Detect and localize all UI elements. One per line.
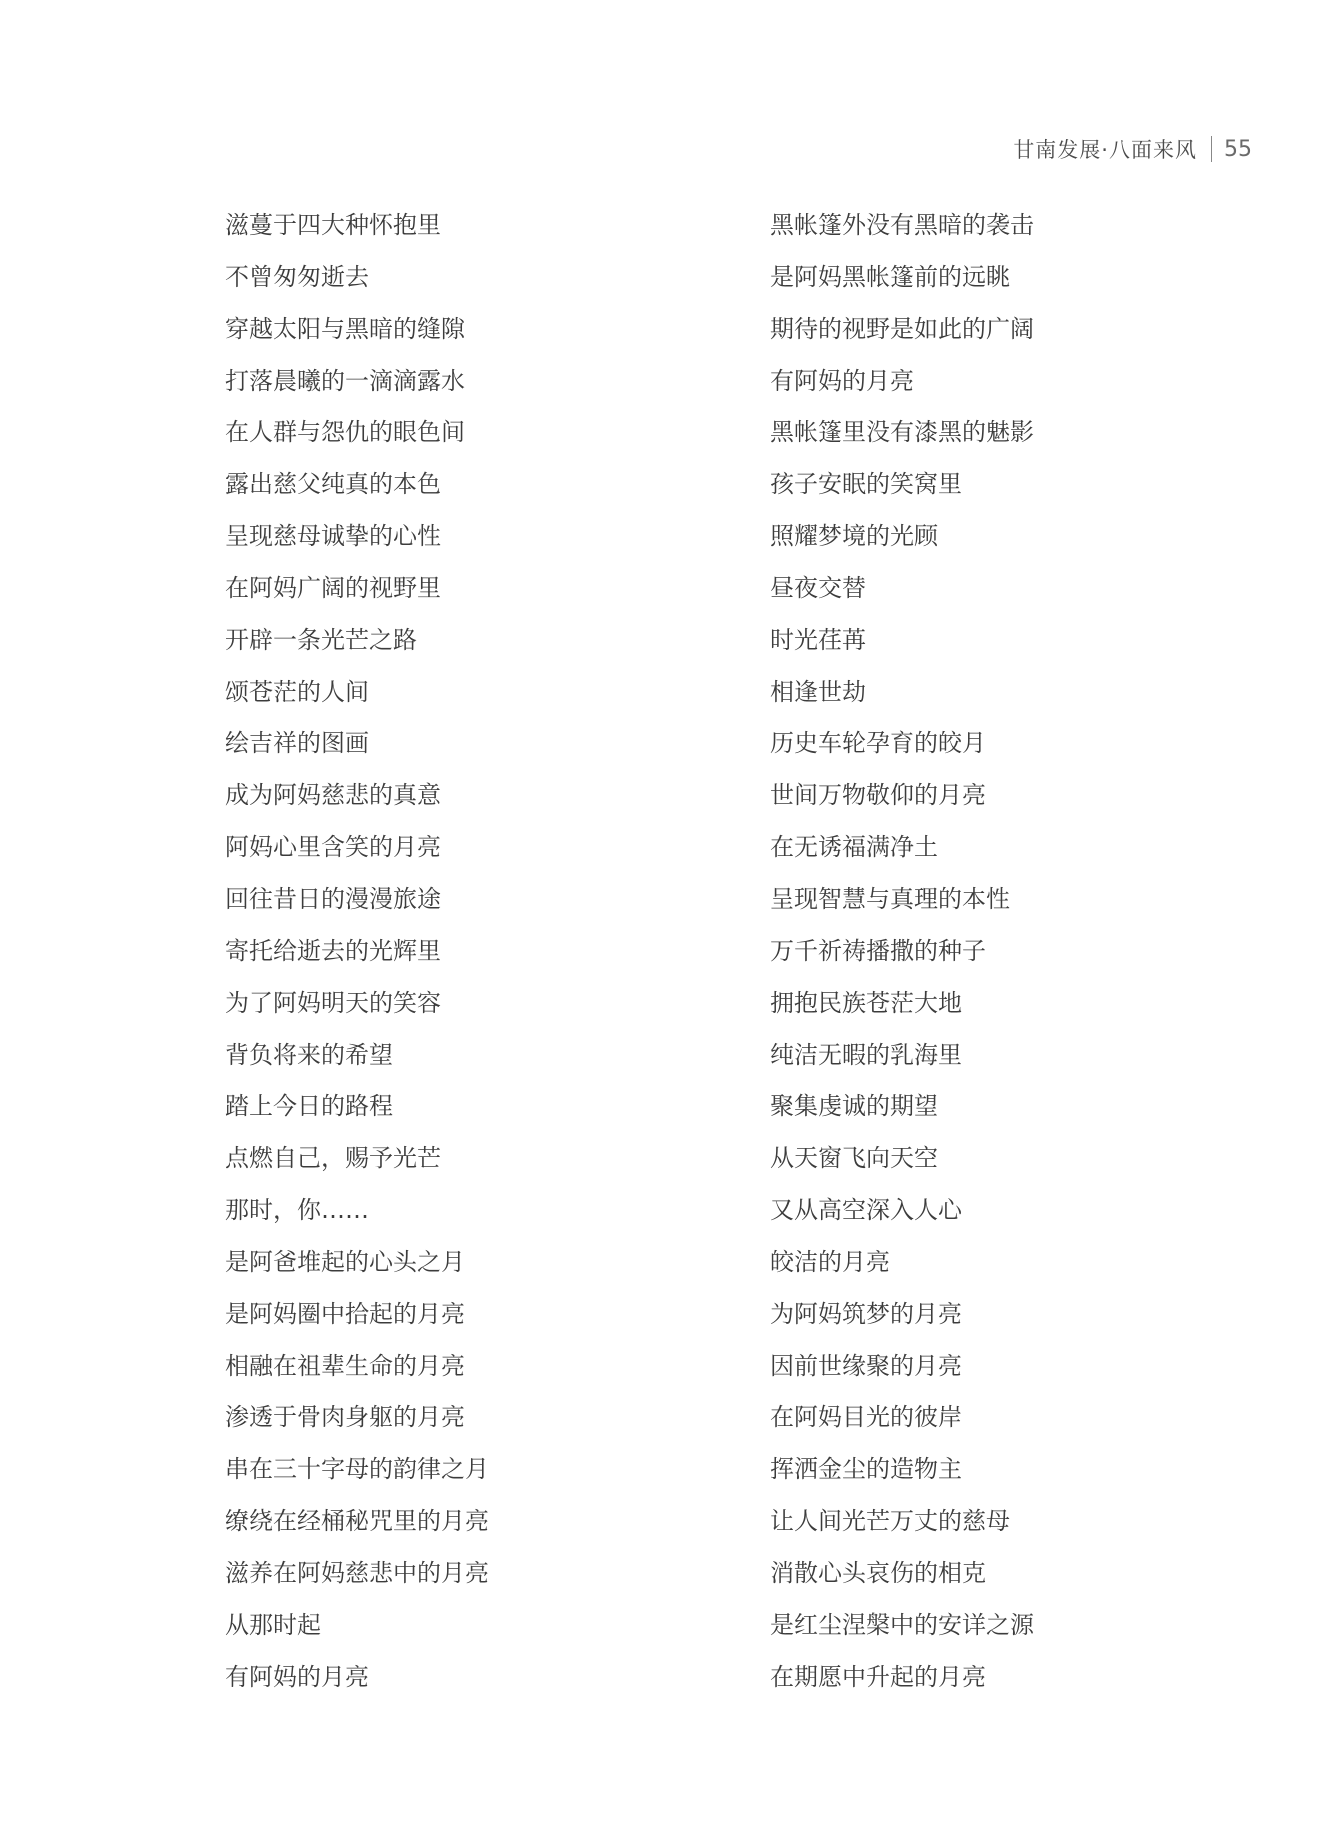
poem-line: 有阿妈的月亮 [225,1662,369,1691]
page-number: 55 [1224,136,1252,162]
poem-line: 不曾匆匆逝去 [225,262,369,291]
poem-line: 消散心头哀伤的相克 [770,1558,986,1587]
running-header [1013,134,1252,164]
poem-line: 纯洁无暇的乳海里 [770,1040,962,1069]
poem-line: 皎洁的月亮 [770,1247,890,1276]
poem-line: 寄托给逝去的光辉里 [225,936,441,965]
poem-line: 为阿妈筑梦的月亮 [770,1299,962,1328]
poem-line: 开辟一条光芒之路 [225,625,417,654]
poem-line: 打落晨曦的一滴滴露水 [225,366,465,395]
poem-line: 穿越太阳与黑暗的缝隙 [225,314,465,343]
poem-line: 期待的视野是如此的广阔 [770,314,1034,343]
poem-line: 踏上今日的路程 [225,1092,393,1121]
poem-line: 是阿妈黑帐篷前的远眺 [770,262,1010,291]
poem-line: 呈现慈母诚挚的心性 [225,522,441,551]
poem-line: 是阿爸堆起的心头之月 [225,1247,465,1276]
poem-line: 阿妈心里含笑的月亮 [225,833,441,862]
poem-line: 孩子安眠的笑窝里 [770,470,962,499]
poem-line: 是阿妈圈中拾起的月亮 [225,1299,465,1328]
poem-line: 滋养在阿妈慈悲中的月亮 [225,1558,489,1587]
poem-line: 在期愿中升起的月亮 [770,1662,986,1691]
poem-line: 相逢世劫 [770,677,866,706]
poem-right-column [770,200,1034,1703]
poem-line: 让人间光芒万丈的慈母 [770,1507,1010,1536]
poem-line: 是红尘涅槃中的安详之源 [770,1610,1034,1639]
poem-line: 聚集虔诚的期望 [770,1092,938,1121]
poem-line: 呈现智慧与真理的本性 [770,884,1010,913]
poem-line: 挥洒金尘的造物主 [770,1455,962,1484]
poem-line: 历史车轮孕育的皎月 [770,729,986,758]
poem-line: 有阿妈的月亮 [770,366,914,395]
poem-line: 从那时起 [225,1610,321,1639]
poem-line: 黑帐篷里没有漆黑的魅影 [770,418,1034,447]
poem-line: 在人群与怨仇的眼色间 [225,418,465,447]
poem-line: 黑帐篷外没有黑暗的袭击 [770,211,1034,239]
poem-line: 又从高空深入人心 [770,1196,962,1225]
poem-line: 因前世缘聚的月亮 [770,1351,962,1380]
poem-line: 回往昔日的漫漫旅途 [225,884,441,913]
poem-line: 照耀梦境的光顾 [770,522,938,551]
poem-line: 绘吉祥的图画 [225,729,369,758]
poem-line: 昼夜交替 [770,573,866,602]
poem-line: 颂苍茫的人间 [225,677,369,706]
poem-line: 在阿妈目光的彼岸 [770,1403,962,1432]
poem-line: 万千祈祷播撒的种子 [770,936,986,965]
poem-line: 那时，你…… [225,1196,369,1225]
poem-line: 拥抱民族苍茫大地 [770,988,962,1017]
poem-line: 露出慈父纯真的本色 [225,470,441,499]
poem-line: 渗透于骨肉身躯的月亮 [225,1403,465,1432]
poem-line: 在阿妈广阔的视野里 [225,573,441,602]
poem-line: 缭绕在经桶秘咒里的月亮 [225,1507,489,1536]
poem-line: 滋蔓于四大种怀抱里 [225,211,441,239]
poem-line: 为了阿妈明天的笑容 [225,988,441,1017]
poem-line: 从天窗飞向天空 [770,1144,938,1173]
poem-left-column [225,200,489,1703]
poem-line: 成为阿妈慈悲的真意 [225,781,441,810]
poem-line: 世间万物敬仰的月亮 [770,781,986,810]
poem-line: 相融在祖辈生命的月亮 [225,1351,465,1380]
poem-line: 串在三十字母的韵律之月 [225,1455,489,1484]
poem-line: 在无诱福满净土 [770,833,938,862]
poem-line: 背负将来的希望 [225,1040,393,1069]
header-divider [1211,136,1212,162]
section-title: 甘南发展·八面来风 [1013,138,1197,162]
poem-line: 点燃自己，赐予光芒 [225,1144,441,1173]
poem-line: 时光荏苒 [770,625,866,654]
